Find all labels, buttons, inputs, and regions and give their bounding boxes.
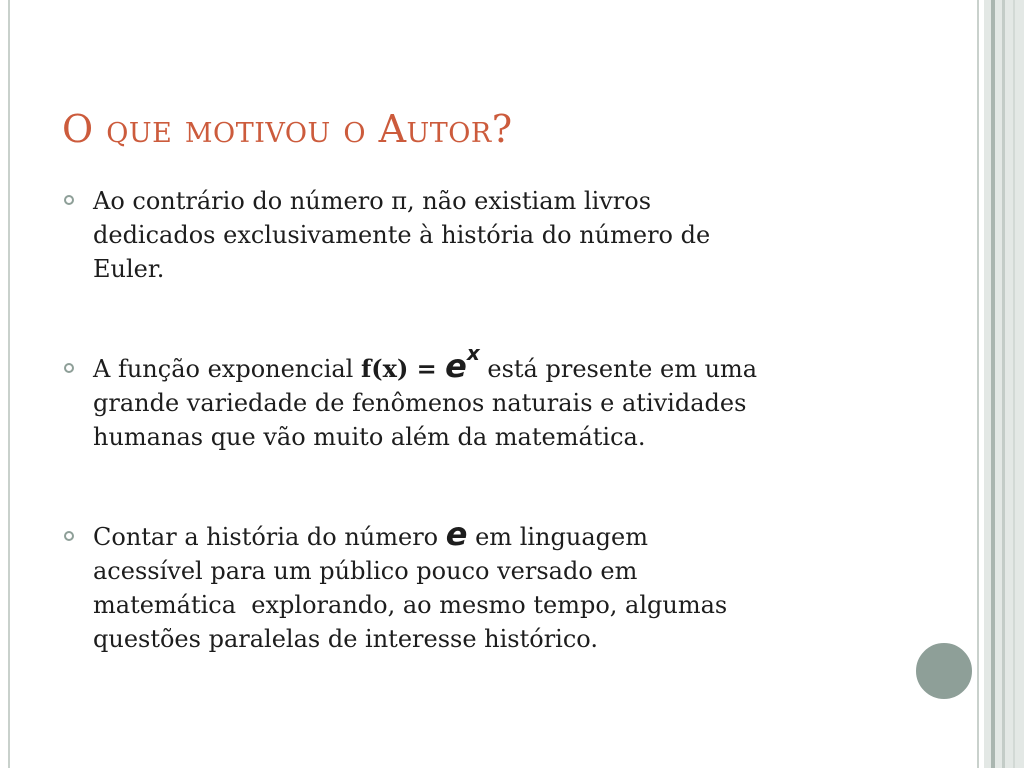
- bullet-text-line: [93, 515, 862, 554]
- bullet-text-line: Euler.: [93, 255, 165, 283]
- bullet-list: [62, 184, 862, 656]
- bullet-text-line: matemática explorando, ao mesmo tempo, algumas: [93, 591, 728, 619]
- bullet-ring-icon: [64, 531, 74, 541]
- formula-exponent-x: x: [466, 341, 480, 365]
- decorative-circle: [913, 640, 975, 702]
- bullet-text: está presente em uma: [479, 355, 758, 383]
- bullet-ring-icon: [64, 363, 74, 373]
- bullet-text-line: acessível para um público pouco versado em: [93, 557, 638, 585]
- bullet-text-line: grande variedade de fenômenos naturais e atividades: [93, 389, 747, 417]
- bullet-item: [62, 515, 862, 656]
- formula-fx: f(x) =: [360, 354, 446, 383]
- bullet-text-line: Ao contrário do número π, não existiam livros: [93, 187, 652, 215]
- bullet-ring-icon: [64, 195, 74, 205]
- bullet-item: [62, 341, 862, 454]
- bullet-text-line: [93, 341, 862, 386]
- symbol-e: e: [445, 515, 468, 553]
- bullet-text-line: dedicados exclusivamente à história do número de: [93, 221, 711, 249]
- bullet-text-line: humanas que vão muito além da matemática.: [93, 423, 646, 451]
- decorative-stripe: [1013, 0, 1015, 768]
- bullet-text: A função exponencial: [93, 355, 361, 383]
- bullet-text: Contar a história do número: [93, 523, 446, 551]
- decorative-stripe: [1002, 0, 1005, 768]
- left-border-line: [8, 0, 10, 768]
- bullet-text: em linguagem: [467, 523, 648, 551]
- slide-title: O que motivou o Autor?: [62, 107, 513, 151]
- bullet-item: [62, 184, 862, 286]
- bullet-text-line: questões paralelas de interesse histórico.: [93, 625, 598, 653]
- right-border-line: [977, 0, 979, 768]
- formula-base-e: e: [445, 347, 467, 385]
- decorative-stripe: [991, 0, 995, 768]
